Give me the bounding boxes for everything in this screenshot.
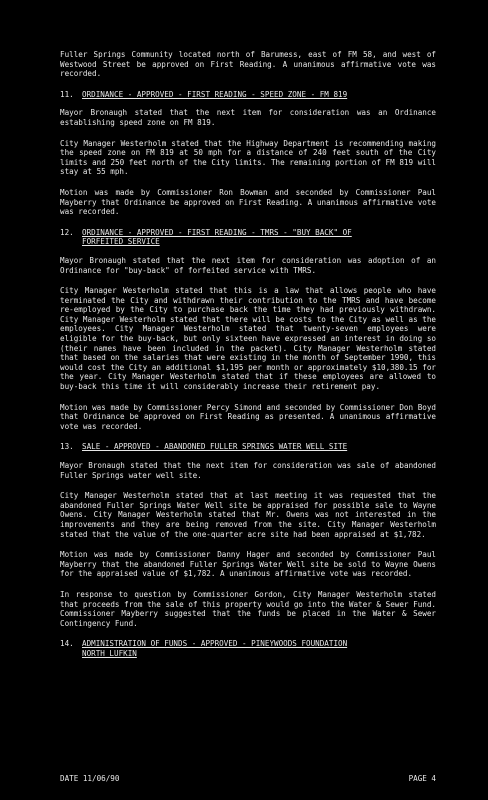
item-title: ORDINANCE - APPROVED - FIRST READING - SPEED ZONE - FM 819: [82, 89, 348, 99]
item-12-paragraph-1: Mayor Bronaugh stated that the next item for consideration was adoption of an Ordinance for "buy-back" of forfeited service with TMRS.: [60, 255, 436, 275]
item-title-continued: NORTH LUFKIN: [82, 648, 137, 658]
item-11-heading: [60, 90, 436, 100]
minutes-page: [60, 50, 436, 668]
item-title: ADMINISTRATION OF FUNDS - APPROVED - PINEYWOODS FOUNDATION: [82, 639, 348, 649]
item-number: 13.: [60, 442, 74, 452]
item-14-heading: [60, 639, 436, 658]
item-number: 11.: [60, 89, 74, 99]
item-12-paragraph-2: City Manager Westerholm stated that this is a law that allows people who have terminated the City and withdrawn their contribution to the TMRS and have become re-employed by the City to purchase back the time they had previously withdrawn. City Manager Westerholm stated that there will be costs to the City as well as the employees. City Manager Westerholm stated that twenty-seven employees were eligible for the buy-back, but only sixteen have expressed an interest in doing so (their names have been included in the packet). City Manager Westerholm stated that based on the salaries that were existing in the month of September 1990, this would cost the City an additional $1,195 per month or approximately $10,380.15 for the year. City Manager Westerholm stated that if these employees are allowed to buy-back this time it will considerably increase their retirement pay.: [60, 286, 436, 392]
item-13-paragraph-4: In response to question by Commissioner Gordon, City Manager Westerholm stated that proceeds from the sale of this property would go into the Water & Sewer Fund. Commissioner Mayberry suggested that the funds be placed in the Water & Sewer Contingency Fund.: [60, 589, 436, 628]
item-number: 14.: [60, 639, 74, 649]
item-13-paragraph-3: Motion was made by Commissioner Danny Hager and seconded by Commissioner Paul Mayberry that the abandoned Fuller Springs Water Well site be sold to Wayne Owens for the appraised value of $1,782. A unanimous affirmative vote was recorded.: [60, 550, 436, 579]
item-12-paragraph-3: Motion was made by Commissioner Percy Simond and seconded by Commissioner Don Boyd that Ordinance be approved on First Reading as presented. A unanimous affirmative vote was recorded.: [60, 402, 436, 431]
item-title: SALE - APPROVED - ABANDONED FULLER SPRINGS WATER WELL SITE: [82, 442, 348, 452]
item-11-paragraph-3: Motion was made by Commissioner Ron Bowman and seconded by Commissioner Paul Mayberry that Ordinance be approved on First Reading. A unanimous affirmative vote was recorded.: [60, 187, 436, 217]
item-12-heading: [60, 228, 436, 247]
item-13-heading: [60, 442, 436, 452]
footer-page-number: PAGE 4: [408, 774, 436, 783]
footer-date: DATE 11/06/90: [60, 774, 120, 783]
item-title: ORDINANCE - APPROVED - FIRST READING - TMRS - "BUY BACK" OF: [82, 227, 352, 237]
item-13-paragraph-2: City Manager Westerholm stated that at last meeting it was requested that the abandoned Fuller Springs Water Well site be appraised for possible sale to Wayne Owens. City Manager Westerholm stated that Mr. Owens was not interested in the improvements and they are being removed from the site. City Manager Westerholm stated that the value of the one-quarter acre site had been appraised at $1,782.: [60, 491, 436, 539]
item-13-paragraph-1: Mayor Bronaugh stated that the next item for consideration was sale of abandoned Fuller Springs water well site.: [60, 461, 436, 480]
paragraph-continued: Fuller Springs Community located north of Barumess, east of FM 58, and west of Westwood Street be approved on First Reading. A unanimous affirmative vote was recorded.: [60, 50, 436, 79]
item-11-paragraph-2: City Manager Westerholm stated that the Highway Department is recommending making the speed zone on FM 819 at 50 mph for a distance of 240 feet south of the City limits and 250 feet north of the City limits. The remaining portion of FM 819 will stay at 55 mph.: [60, 138, 436, 177]
item-number: 12.: [60, 227, 74, 237]
item-title-continued: FORFEITED SERVICE: [82, 237, 160, 247]
item-11-paragraph-1: Mayor Bronaugh stated that the next item for consideration was an Ordinance establishing speed zone on FM 819.: [60, 108, 436, 127]
